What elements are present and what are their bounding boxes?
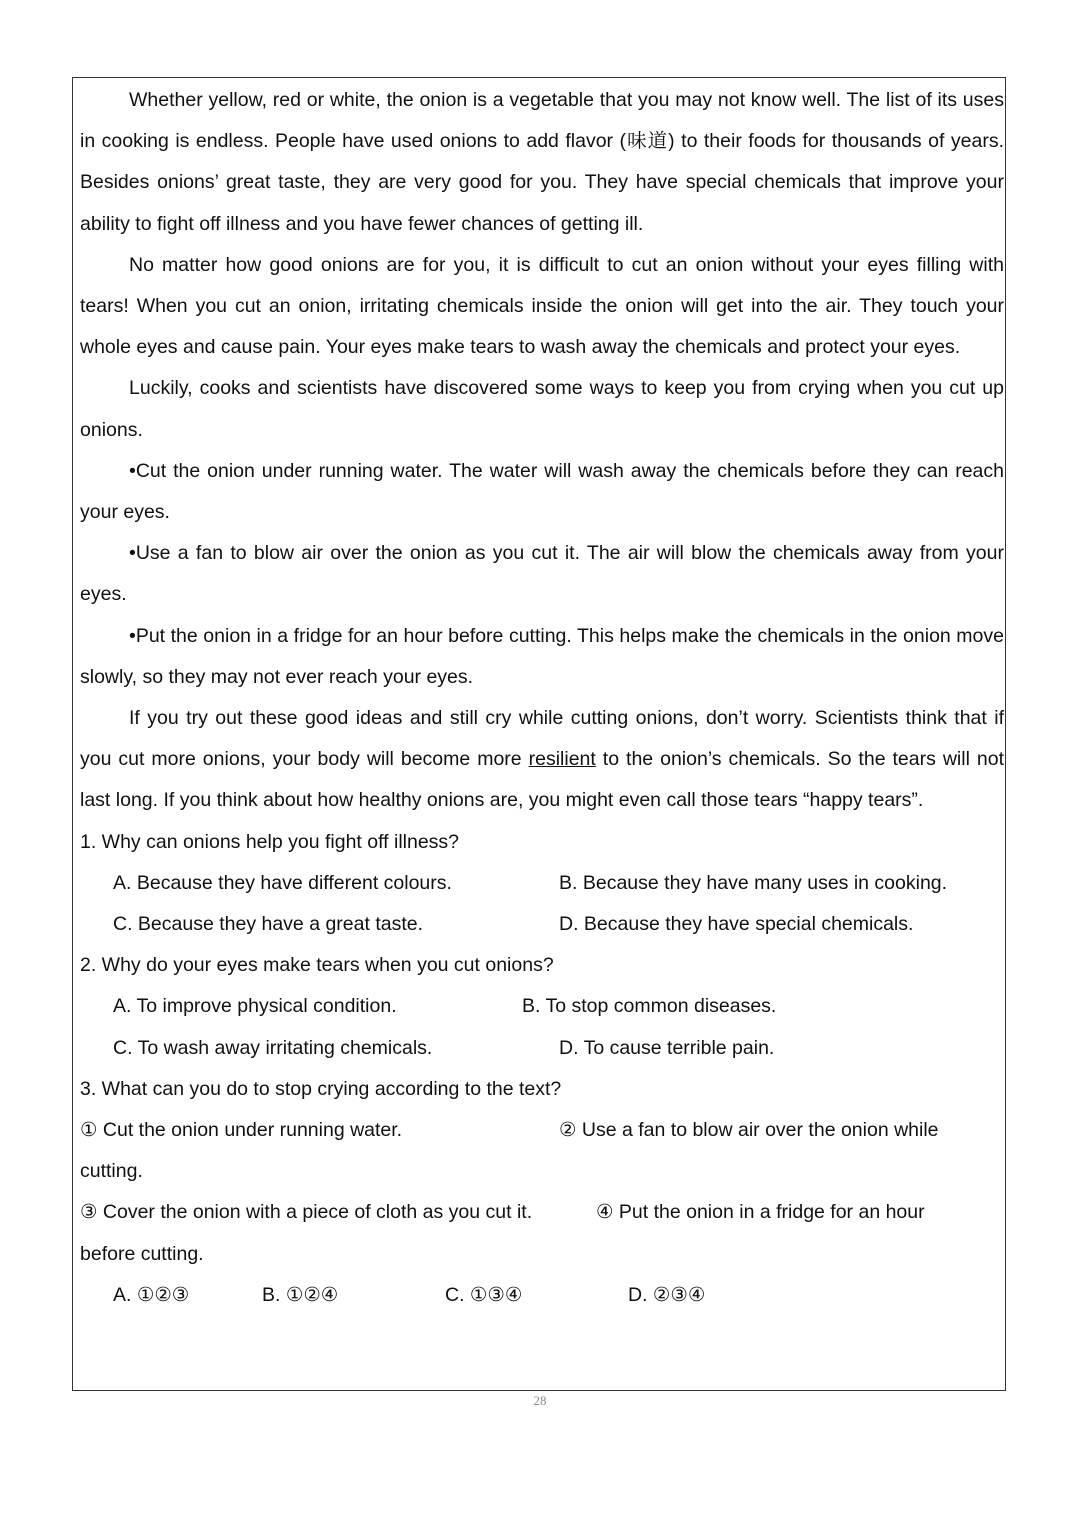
statement-3: ③ Cover the onion with a piece of cloth as you cut it. xyxy=(80,1201,533,1224)
passage-paragraph-4 xyxy=(80,698,1004,822)
paragraph-4-text-before: If you try out these good ideas and still cry while cutting onions, don’t worry. Scientists think that if you cut more onions, your body will become more xyxy=(80,707,1004,771)
question-3-option-d[interactable]: D. ②③④ xyxy=(628,1283,706,1306)
statement-2: ② Use a fan to blow air over the onion while xyxy=(559,1119,939,1142)
tip-bullet-1: •Cut the onion under running water. The water will wash away the chemicals before they can reach your eyes. xyxy=(80,459,1004,524)
question-1-option-a[interactable]: A. Because they have different colours. xyxy=(113,871,452,894)
question-3-option-a[interactable]: A. ①②③ xyxy=(113,1283,190,1306)
question-3-option-c[interactable]: C. ①③④ xyxy=(445,1283,523,1306)
question-1-option-b[interactable]: B. Because they have many uses in cooking. xyxy=(559,871,948,894)
tip-bullet-2: •Use a fan to blow air over the onion as you cut it. The air will blow the chemicals away from your eyes. xyxy=(80,542,1004,606)
page-number: 28 xyxy=(533,1393,547,1408)
question-3-statements-row-2 xyxy=(80,1192,1004,1233)
statement-4: ④ Put the onion in a fridge for an hour xyxy=(596,1201,925,1224)
statement-4-continued: before cutting. xyxy=(80,1242,204,1265)
question-2-option-b[interactable]: B. To stop common diseases. xyxy=(522,995,777,1018)
passage-paragraph-2: No matter how good onions are for you, it is difficult to cut an onion without your eyes filling with tears! When you cut an onion, irritating chemicals inside the onion will get into the air. They touch your whole eyes and cause pain. Your eyes make tears to wash away the chemicals and protect your eyes. xyxy=(80,253,1004,359)
statement-1: ① Cut the onion under running water. xyxy=(80,1119,403,1142)
question-1-options-row-1 xyxy=(80,863,1004,904)
paragraph-4-text-after: to the onion’s chemicals. So the tears will not last long. If you think about how healthy onions are, you might even call those tears “happy tears”. xyxy=(80,748,1005,812)
question-1-option-c[interactable]: C. Because they have a great taste. xyxy=(113,913,424,936)
question-2-stem: 2. Why do your eyes make tears when you cut onions? xyxy=(80,954,554,977)
question-3-stem: 3. What can you do to stop crying according to the text? xyxy=(80,1077,562,1100)
question-3-statements-row-1 xyxy=(80,1110,1004,1151)
question-2-option-a[interactable]: A. To improve physical condition. xyxy=(113,995,397,1018)
question-1-stem: 1. Why can onions help you fight off illness? xyxy=(80,830,460,853)
exam-content xyxy=(80,80,1004,1316)
question-2-option-c[interactable]: C. To wash away irritating chemicals. xyxy=(113,1036,433,1059)
question-3-options-row xyxy=(80,1275,1004,1316)
tip-bullet-3: •Put the onion in a fridge for an hour before cutting. This helps make the chemicals in the onion move slowly, so they may not ever reach your eyes. xyxy=(80,624,1004,688)
question-2-options-row-1 xyxy=(80,986,1004,1027)
underlined-word: resilient xyxy=(528,748,596,771)
passage-paragraph-1: Whether yellow, red or white, the onion is a vegetable that you may not know well. The list of its uses in cooking is endless. People have used onions to add flavor (味道) to their foods for thousands of years. Besides onions’ great taste, they are very good for you. They have special chemicals that improve your ability to fight off illness and you have fewer chances of getting ill. xyxy=(80,89,1004,235)
question-1-options-row-2 xyxy=(80,904,1004,945)
question-2-options-row-2 xyxy=(80,1028,1004,1069)
passage-paragraph-3: Luckily, cooks and scientists have discovered some ways to keep you from crying when you cut up onions. xyxy=(80,377,1004,441)
question-3-option-b[interactable]: B. ①②④ xyxy=(262,1283,339,1306)
statement-2-continued: cutting. xyxy=(80,1160,143,1183)
question-2-option-d[interactable]: D. To cause terrible pain. xyxy=(559,1036,775,1059)
question-1-option-d[interactable]: D. Because they have special chemicals. xyxy=(559,913,914,936)
